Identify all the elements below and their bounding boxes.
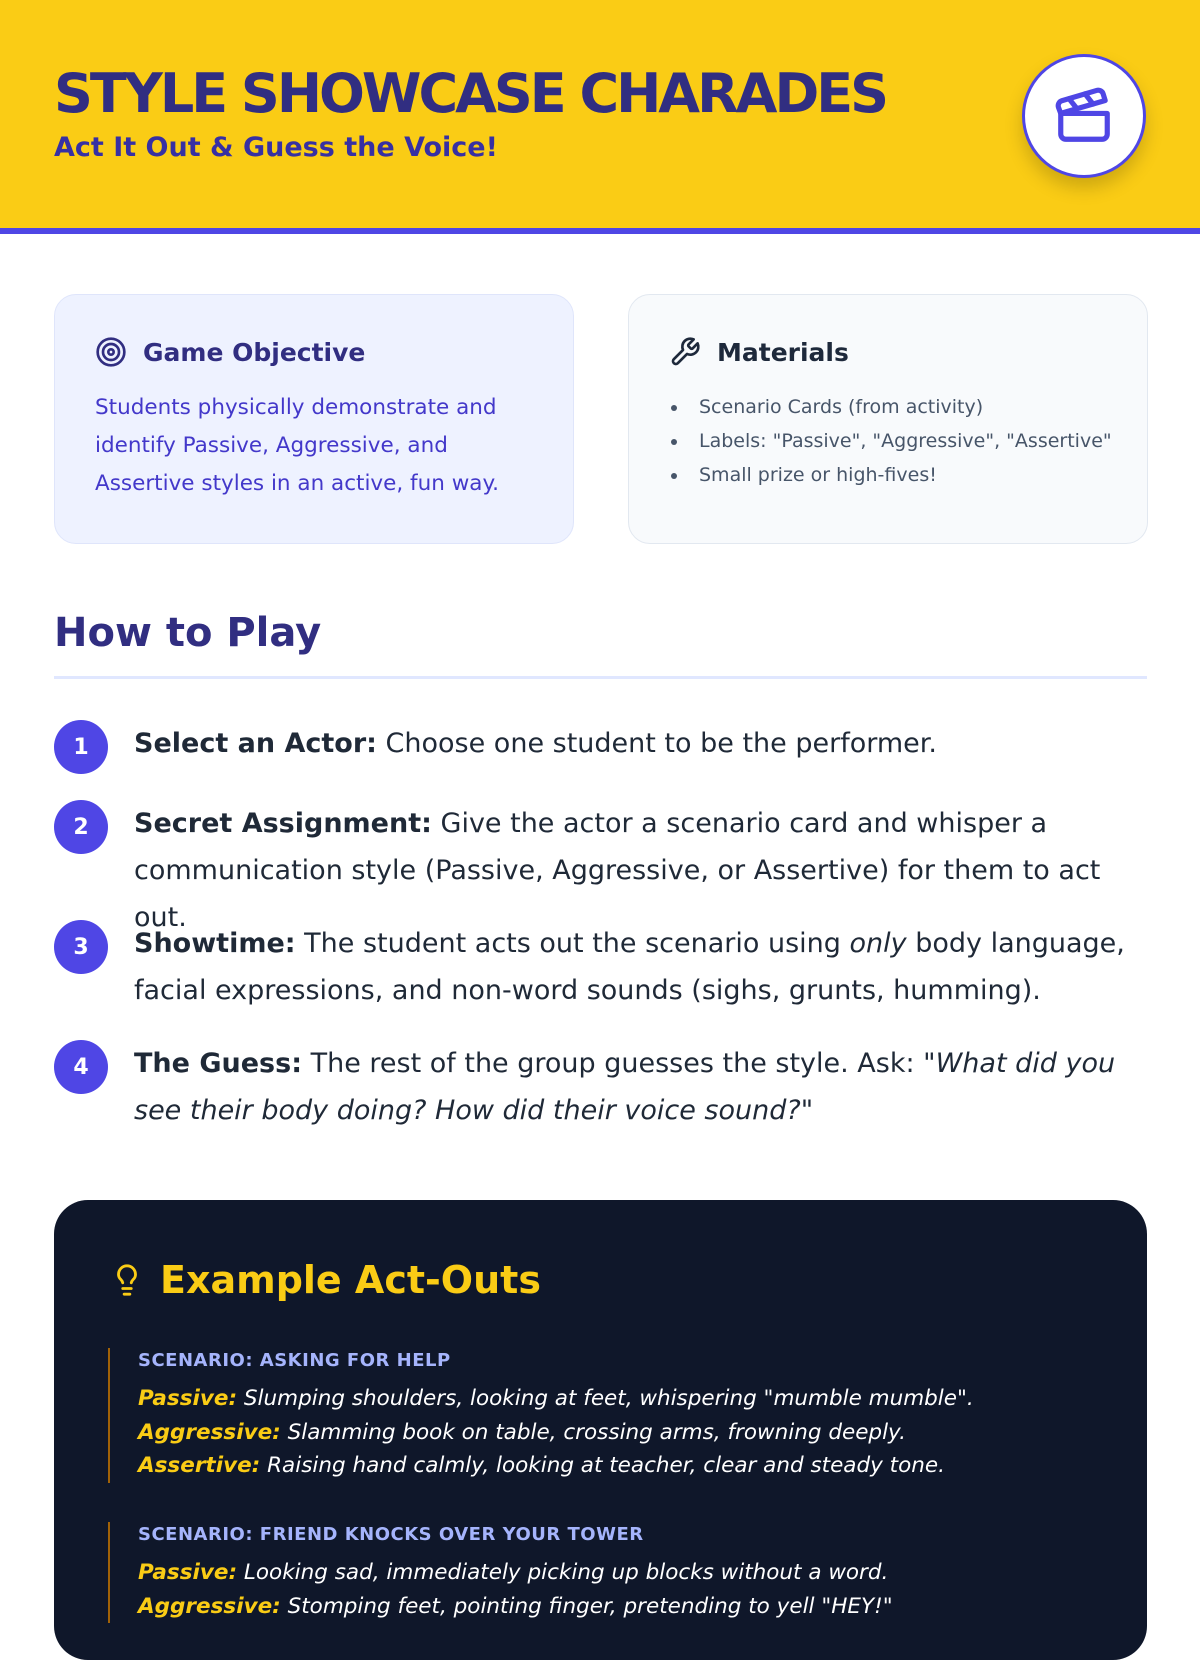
page-title: STYLE SHOWCASE CHARADES: [54, 62, 887, 125]
scenario-label: SCENARIO: FRIEND KNOCKS OVER YOUR TOWER: [138, 1524, 644, 1545]
clapperboard-icon: [1053, 85, 1115, 147]
step-quote: "What did you see their body doing? How did their voice sound?": [134, 1048, 1116, 1126]
step-number: 1: [54, 720, 108, 774]
examples-panel: [54, 1200, 1147, 1660]
example-line: [138, 1382, 1068, 1416]
step-label: Showtime:: [134, 928, 296, 959]
step-label: Select an Actor:: [134, 728, 377, 759]
style-tag: Aggressive:: [138, 1593, 281, 1619]
example-line: [138, 1556, 1068, 1590]
step-description: body language, facial expressions, and non-word sounds (sighs, grunts, humming).: [134, 928, 1125, 1006]
scenario-block: [108, 1348, 1068, 1483]
clapperboard-badge: [1022, 54, 1146, 178]
step-description: Choose one student to be the performer.: [385, 728, 937, 759]
example-line: [138, 1449, 1068, 1483]
objective-text: Students physically demonstrate and identify Passive, Aggressive, and Assertive styles in an active, fun way.: [95, 395, 499, 496]
wrench-icon: [669, 335, 703, 369]
example-text: Slamming book on table, crossing arms, frowning deeply.: [287, 1419, 906, 1445]
style-tag: Aggressive:: [138, 1419, 281, 1445]
example-text: Slumping shoulders, looking at feet, whispering "mumble mumble".: [243, 1386, 974, 1411]
example-line: [138, 1590, 1068, 1624]
step-text: [134, 1040, 1150, 1134]
step-number: 3: [54, 920, 108, 974]
materials-title: Materials: [717, 337, 849, 367]
materials-card: [628, 294, 1148, 544]
step-text: [134, 920, 1150, 1014]
objective-card: [54, 294, 574, 544]
step-emphasis: only: [849, 928, 907, 959]
target-icon: [95, 335, 129, 369]
style-tag: Assertive:: [138, 1453, 261, 1478]
list-item: Small prize or high-fives!: [669, 458, 1112, 492]
example-text: Stomping feet, pointing finger, pretending to yell "HEY!": [287, 1593, 893, 1619]
style-tag: Passive:: [138, 1560, 238, 1585]
how-to-play-heading: How to Play: [54, 610, 322, 656]
style-tag: Passive:: [138, 1386, 238, 1411]
step-number: 2: [54, 800, 108, 854]
example-text: Looking sad, immediately picking up blocks without a word.: [243, 1560, 889, 1585]
list-item: Labels: "Passive", "Aggressive", "Assertive": [669, 424, 1112, 458]
materials-list: [669, 390, 1112, 492]
example-text: Raising hand calmly, looking at teacher, clear and steady tone.: [267, 1453, 945, 1478]
divider: [54, 676, 1147, 679]
step-description: The rest of the group guesses the style. Ask:: [310, 1048, 915, 1079]
objective-title: Game Objective: [143, 337, 366, 367]
step-number: 4: [54, 1040, 108, 1094]
example-line: [138, 1416, 1068, 1450]
step-description: Give the actor a scenario card and whisper a communication style (Passive, Aggressive, or Assertive) for them to act out.: [134, 808, 1101, 933]
lightbulb-icon: [110, 1258, 150, 1302]
examples-title: Example Act-Outs: [160, 1258, 541, 1302]
step-label: The Guess:: [134, 1048, 302, 1079]
step-description: The student acts out the scenario using: [304, 928, 841, 959]
page-header: [0, 0, 1200, 234]
list-item: Scenario Cards (from activity): [669, 390, 1112, 424]
scenario-label: SCENARIO: ASKING FOR HELP: [138, 1350, 451, 1371]
scenario-block: [108, 1522, 1068, 1623]
page-subtitle: Act It Out & Guess the Voice!: [54, 132, 498, 163]
step-label: Secret Assignment:: [134, 808, 432, 839]
step-text: [134, 720, 1150, 767]
